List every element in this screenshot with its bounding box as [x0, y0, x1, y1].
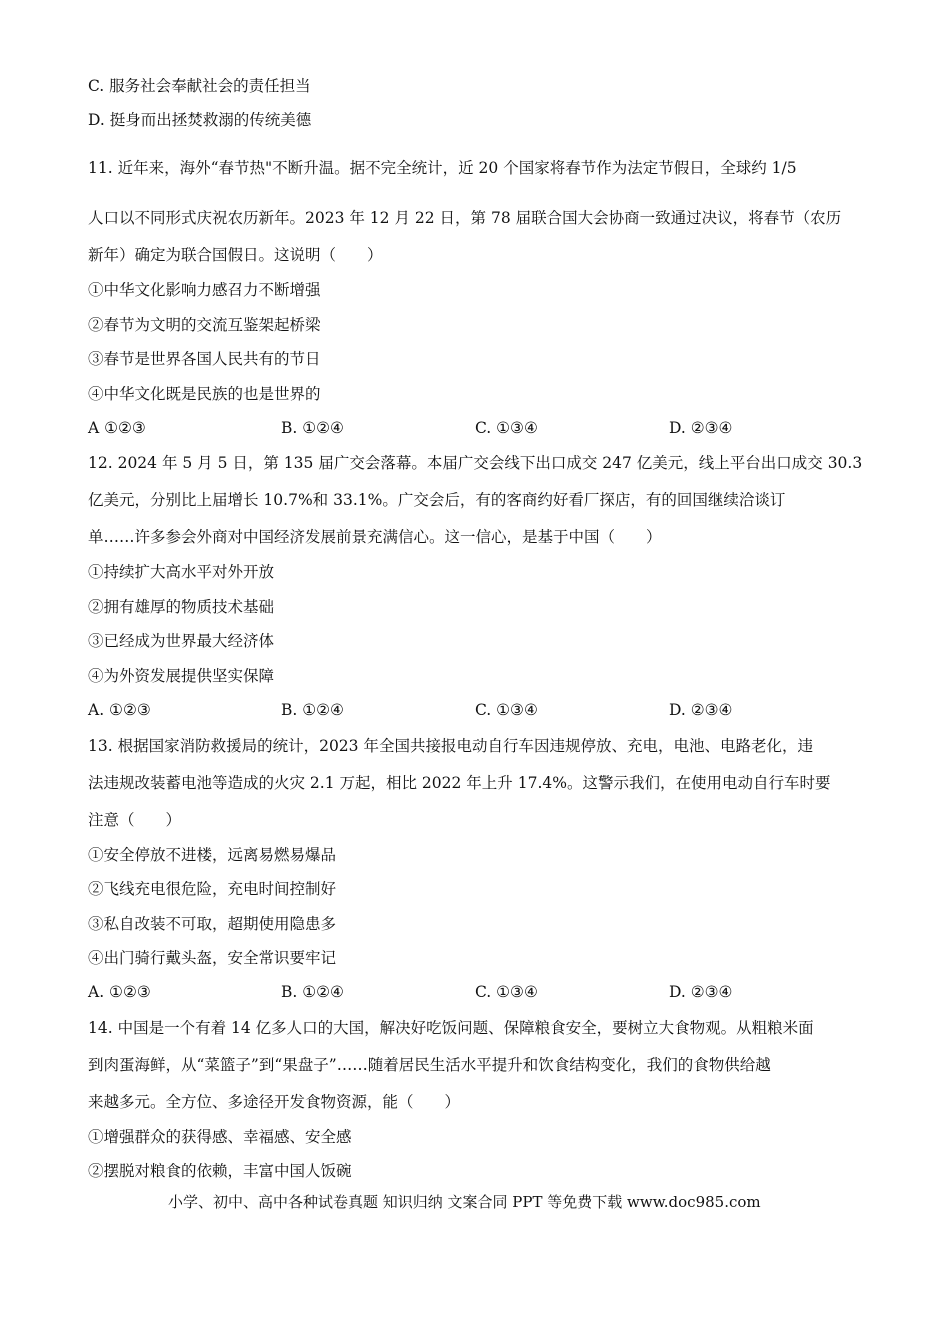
q13-stem-line: 法违规改装蓄电池等造成的火灾 2.1 万起，相比 2022 年上升 17.4%。这警示我们，在使用电动自行车时要 — [88, 774, 831, 792]
q12-option-c[interactable]: C. ①③④ — [475, 701, 538, 719]
q13-statement: ②飞线充电很危险，充电时间控制好 — [88, 880, 337, 898]
q12-option-b[interactable]: B. ①②④ — [281, 701, 344, 719]
q12-stem-line: 单……许多参会外商对中国经济发展前景充满信心。这一信心，是基于中国（ ） — [88, 528, 662, 546]
q13-options — [88, 982, 868, 1002]
q11-statement: ①中华文化影响力感召力不断增强 — [88, 281, 321, 299]
q12-statement: ②拥有雄厚的物质技术基础 — [88, 598, 275, 616]
q14-statement: ②摆脱对粮食的依赖，丰富中国人饭碗 — [88, 1162, 352, 1180]
q11-stem-line: 人口以不同形式庆祝农历新年。2023 年 12 月 22 日，第 78 届联合国大会协商一致通过决议，将春节（农历 — [88, 209, 842, 227]
q12-statement: ①持续扩大高水平对外开放 — [88, 563, 275, 581]
q14-stem-line: 到肉蛋海鲜，从“菜篮子”到“果盘子”……随着居民生活水平提升和饮食结构变化，我们的食物供给越 — [88, 1056, 771, 1074]
q13-option-c[interactable]: C. ①③④ — [475, 983, 538, 1001]
q12-option-a[interactable]: A. ①②③ — [88, 701, 151, 719]
q11-option-a[interactable]: A ①②③ — [88, 419, 146, 437]
q11-option-d[interactable]: D. ②③④ — [669, 419, 733, 437]
q12-stem-line: 12. 2024 年 5 月 5 日，第 135 届广交会落幕。本届广交会线下出口成交 247 亿美元，线上平台出口成交 30.3 — [88, 454, 863, 472]
q14-stem-line: 来越多元。全方位、多途径开发食物资源，能（ ） — [88, 1093, 461, 1111]
q13-stem-line: 注意（ ） — [88, 811, 182, 829]
q12-statement: ④为外资发展提供坚实保障 — [88, 667, 275, 685]
q12-stem-line: 亿美元，分别比上届增长 10.7%和 33.1%。广交会后，有的客商约好看厂探店，有的回国继续洽谈订 — [88, 491, 786, 509]
q13-option-a[interactable]: A. ①②③ — [88, 983, 151, 1001]
q14-statement: ①增强群众的获得感、幸福感、安全感 — [88, 1128, 352, 1146]
q13-statement: ①安全停放不进楼，远离易燃易爆品 — [88, 846, 337, 864]
q12-options — [88, 700, 868, 720]
page-footer: 小学、初中、高中各种试卷真题 知识归纳 文案合同 PPT 等免费下载 www.doc985.com — [168, 1193, 761, 1211]
q11-option-c[interactable]: C. ①③④ — [475, 419, 538, 437]
q10-option-d: D. 挺身而出拯焚救溺的传统美德 — [88, 111, 312, 129]
q13-option-d[interactable]: D. ②③④ — [669, 983, 733, 1001]
q10-option-c: C. 服务社会奉献社会的责任担当 — [88, 77, 311, 95]
q13-stem-line: 13. 根据国家消防救援局的统计，2023 年全国共接报电动自行车因违规停放、充电，电池、电路老化，违 — [88, 737, 813, 755]
q14-stem-line: 14. 中国是一个有着 14 亿多人口的大国，解决好吃饭问题、保障粮食安全，要树立大食物观。从粗粮米面 — [88, 1019, 814, 1037]
q11-statement: ④中华文化既是民族的也是世界的 — [88, 385, 321, 403]
q11-stem-line: 11. 近年来，海外“春节热"不断升温。据不完全统计，近 20 个国家将春节作为法定节假日，全球约 1/5 — [88, 159, 797, 177]
q12-option-d[interactable]: D. ②③④ — [669, 701, 733, 719]
q11-options — [88, 418, 868, 438]
q13-option-b[interactable]: B. ①②④ — [281, 983, 344, 1001]
q11-stem-line: 新年）确定为联合国假日。这说明（ ） — [88, 246, 383, 264]
q11-option-b[interactable]: B. ①②④ — [281, 419, 344, 437]
q13-statement: ④出门骑行戴头盔，安全常识要牢记 — [88, 949, 337, 967]
q12-statement: ③已经成为世界最大经济体 — [88, 632, 275, 650]
q11-statement: ②春节为文明的交流互鉴架起桥梁 — [88, 316, 321, 334]
q13-statement: ③私自改装不可取，超期使用隐患多 — [88, 915, 337, 933]
q11-statement: ③春节是世界各国人民共有的节日 — [88, 350, 321, 368]
